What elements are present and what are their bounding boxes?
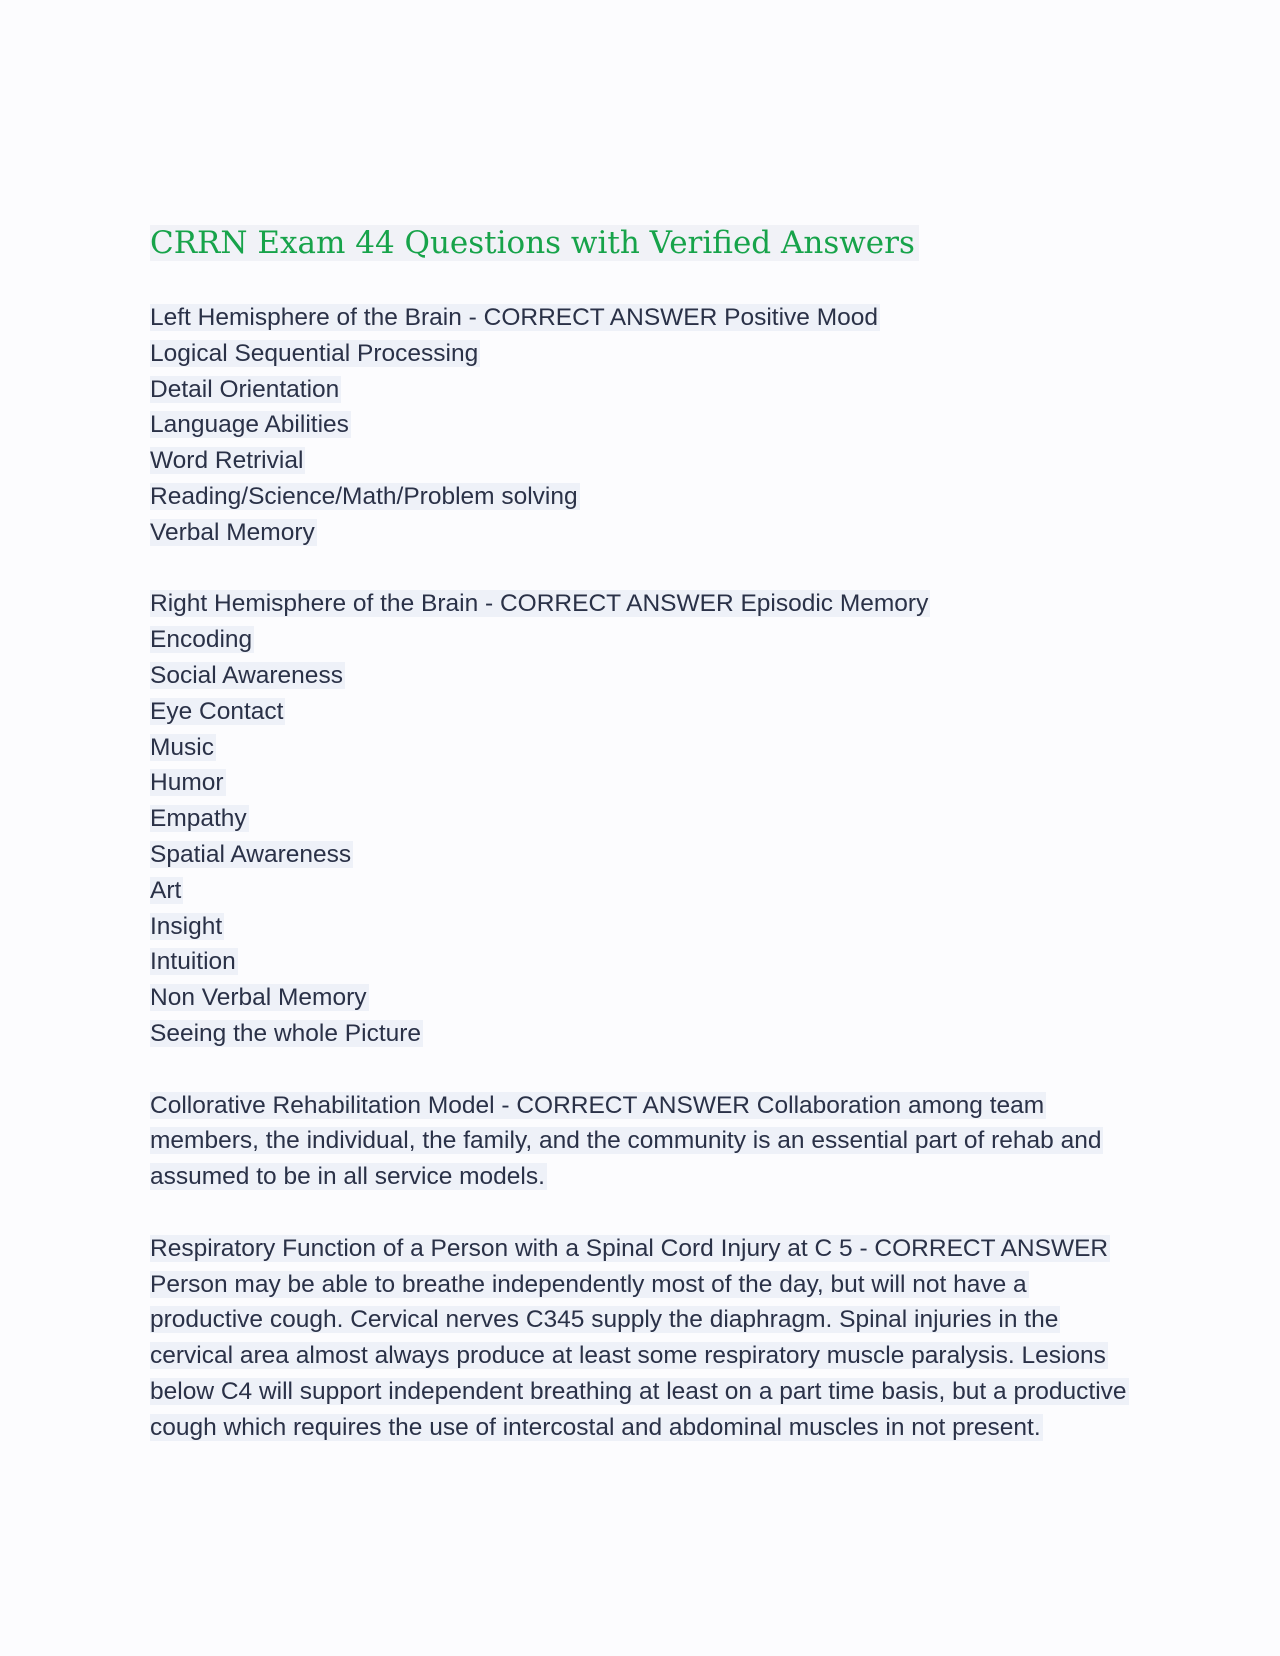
paragraph-spacer: [150, 1195, 1130, 1231]
list-item: Seeing the whole Picture: [150, 1019, 422, 1047]
list-item: Music: [150, 733, 214, 761]
list-item: Word Retrivial: [150, 447, 304, 475]
list-item: Non Verbal Memory: [150, 984, 367, 1012]
list-item: Encoding: [150, 626, 253, 654]
list-item: Logical Sequential Processing: [150, 339, 479, 367]
left-hemisphere-heading: Left Hemisphere of the Brain - CORRECT ANSWER Positive Mood: [150, 304, 879, 331]
list-item: Art: [150, 876, 182, 904]
collaborative-model-paragraph: Collorative Rehabilitation Model - CORRECT ANSWER Collaboration among team members, the individual, the family, and the community is an essential part of rehab and assumed to be in all service models.: [150, 1091, 1102, 1191]
list-item: Reading/Science/Math/Problem solving: [150, 482, 578, 510]
paragraph-spacer: [150, 1052, 1130, 1088]
list-item: Intuition: [150, 948, 236, 976]
document-title: [150, 218, 919, 268]
document-title-text: CRRN Exam 44 Questions with Verified Answers: [150, 225, 919, 261]
list-item: Eye Contact: [150, 697, 284, 725]
list-item: Social Awareness: [150, 661, 343, 689]
list-item: Detail Orientation: [150, 375, 340, 403]
paragraph-spacer: [150, 551, 1130, 587]
list-item: Insight: [150, 912, 223, 940]
list-item: Verbal Memory: [150, 518, 315, 546]
list-item: Language Abilities: [150, 411, 349, 439]
left-hemisphere-block: [150, 300, 1130, 551]
document-body: [150, 300, 1130, 1446]
right-hemisphere-heading: Right Hemisphere of the Brain - CORRECT ANSWER Episodic Memory: [150, 590, 929, 618]
right-hemisphere-block: [150, 586, 1130, 1051]
respiratory-function-paragraph: Respiratory Function of a Person with a Spinal Cord Injury at C 5 - CORRECT ANSWER Person may be able to breathe independently most of the day, but will not have a productive cough. Cervical nerves C345 supply the diaphragm. Spinal injuries in the cervical area almost always produce at least some respiratory muscle paralysis. Lesions below C4 will support independent breathing at least on a part time basis, but a productive cough which requires the use of intercostal and abdominal muscles in not present.: [150, 1234, 1127, 1441]
list-item: Spatial Awareness: [150, 840, 352, 868]
list-item: Humor: [150, 769, 224, 797]
list-item: Empathy: [150, 805, 247, 833]
